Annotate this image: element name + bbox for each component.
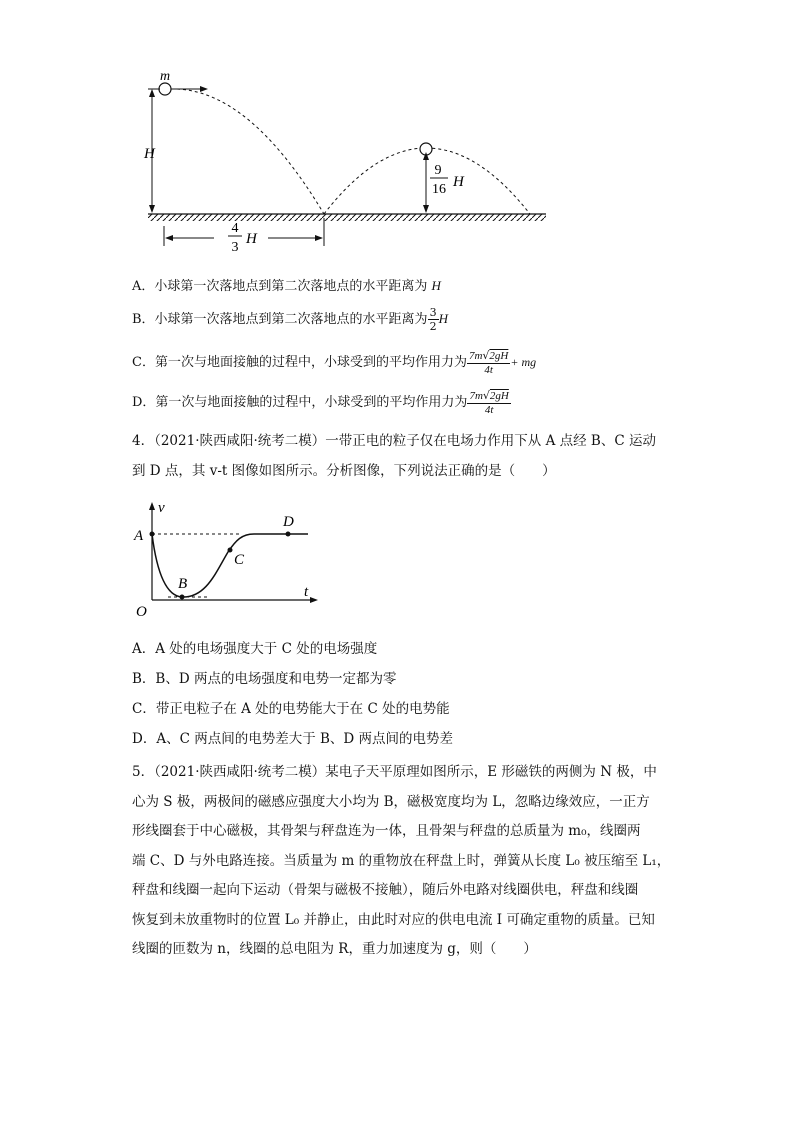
mass-label: m	[160, 69, 171, 84]
q3-option-d-num	[467, 389, 510, 404]
vt-graph-figure	[130, 496, 330, 626]
q4-options	[132, 634, 672, 754]
first-trajectory	[171, 89, 324, 214]
rebound-numerator: 9	[434, 163, 442, 178]
q3-option-c-suffix: + mg	[510, 355, 537, 369]
t-axis-label: t	[304, 584, 309, 600]
q5-line-1: 5．（2021·陕西咸阳·统考二模）某电子天平原理如图所示，E 形磁铁的两侧为 N 极，中	[132, 764, 657, 780]
velocity-arrowhead	[200, 86, 208, 92]
point-c	[228, 548, 233, 553]
q3-option-a-text: A．小球第一次落地点到第二次落地点的水平距离为	[132, 279, 432, 294]
q5-line-6: 恢复到未放重物时的位置 L₀ 并静止，由此时对应的供电电流 I 可确定重物的质量。已知	[132, 911, 655, 928]
q5-stem	[132, 758, 672, 965]
rebound-arrow-bottom	[423, 205, 429, 213]
point-b	[180, 595, 185, 600]
q5-line-5: 秤盘和线圈一起向下运动（骨架与磁极不接触），随后外电路对线圈供电，秤盘和线圈	[132, 882, 639, 898]
ground-hatch	[148, 214, 546, 221]
q3-option-b-fraction	[428, 306, 439, 333]
q4-option-d: D．A、C 两点间的电势差大于 B、D 两点间的电势差	[132, 731, 454, 747]
ball-initial	[159, 83, 171, 95]
q3-option-c-sqrt: √2gH	[482, 348, 509, 362]
rebound-var: H	[453, 174, 464, 190]
q5-line-4: 端 C、D 与外电路连接。当质量为 m 的重物放在秤盘上时，弹簧从长度 L₀ 被压缩至 L₁，	[132, 852, 671, 869]
point-a	[150, 532, 155, 537]
distance-arrow-right	[315, 235, 323, 241]
q4-stem-line-1: 4．（2021·陕西咸阳·统考二模）一带正电的粒子仅在电场力作用下从 A 点经 B、C 运动	[132, 433, 656, 449]
height-label: H	[144, 146, 155, 162]
t-axis-arrow	[310, 597, 318, 603]
distance-numerator: 4	[231, 221, 239, 236]
distance-arrow-left	[165, 235, 173, 241]
height-arrow-bottom	[149, 205, 155, 213]
q3-option-d-den: 4t	[484, 403, 494, 416]
q3-option-c-den: 4t	[484, 363, 493, 376]
q4-option-a: A．A 处的电场强度大于 C 处的电场强度	[132, 641, 378, 657]
q3-option-d-fraction	[467, 389, 510, 417]
point-a-label: A	[134, 528, 144, 544]
q3-option-d-text: D．第一次与地面接触的过程中，小球受到的平均作用力为	[132, 395, 468, 410]
q4-stem	[132, 426, 672, 486]
vt-curve	[152, 534, 308, 597]
v-axis-arrow	[149, 502, 155, 510]
q3-option-c-radicand: 2gH	[489, 349, 509, 362]
q3-option-c-fraction	[467, 349, 510, 377]
q3-option-c-num	[467, 349, 510, 364]
q3-option-a	[132, 277, 441, 296]
q4-option-b: B．B、D 两点的电场强度和电势一定都为零	[132, 671, 397, 687]
q5-line-2: 心为 S 极，两极间的磁感应强度大小均为 B，磁极宽度均为 L，忽略边缘效应，一正方	[132, 793, 650, 810]
q4-option-c: C．带正电粒子在 A 处的电势能大于在 C 处的电势能	[132, 701, 450, 717]
projectile-bounce-figure	[130, 62, 560, 262]
q3-option-c	[132, 346, 536, 379]
q3-option-c-text: C．第一次与地面接触的过程中，小球受到的平均作用力为	[132, 355, 467, 370]
q3-option-d-sqrt: √2gH	[482, 388, 509, 402]
height-arrow-top	[149, 89, 155, 97]
q3-option-b-text: B．小球第一次落地点到第二次落地点的水平距离为	[132, 312, 428, 327]
q3-option-b-var: H	[438, 311, 448, 326]
q4-stem-line-2: 到 D 点，其 v-t 图像如图所示。分析图像，下列说法正确的是（ ）	[132, 463, 556, 479]
q3-option-b-num: 3	[429, 306, 437, 319]
q3-option-d-num-coef: 7m	[469, 389, 483, 402]
q3-option-c-num-coef: 7m	[468, 349, 483, 362]
q3-option-a-var: H	[431, 278, 441, 293]
q5-line-7: 线圈的匝数为 n，线圈的总电阻为 R，重力加速度为 g，则（ ）	[132, 941, 537, 957]
q3-option-b	[132, 304, 448, 335]
distance-denominator: 3	[231, 240, 239, 255]
point-d-label: D	[283, 514, 294, 530]
point-d	[286, 532, 291, 537]
v-axis-label: v	[158, 500, 165, 516]
q3-option-d	[132, 387, 511, 419]
q3-option-b-den: 2	[429, 320, 437, 333]
point-b-label: B	[178, 576, 188, 592]
rebound-denominator: 16	[432, 182, 446, 197]
origin-label: O	[136, 604, 147, 620]
q3-option-d-radicand: 2gH	[489, 389, 509, 402]
distance-var: H	[246, 231, 257, 247]
q5-line-3: 形线圈套于中心磁极，其骨架与秤盘连为一体，且骨架与秤盘的总质量为 m₀，线圈两	[132, 823, 641, 839]
point-c-label: C	[234, 552, 245, 568]
